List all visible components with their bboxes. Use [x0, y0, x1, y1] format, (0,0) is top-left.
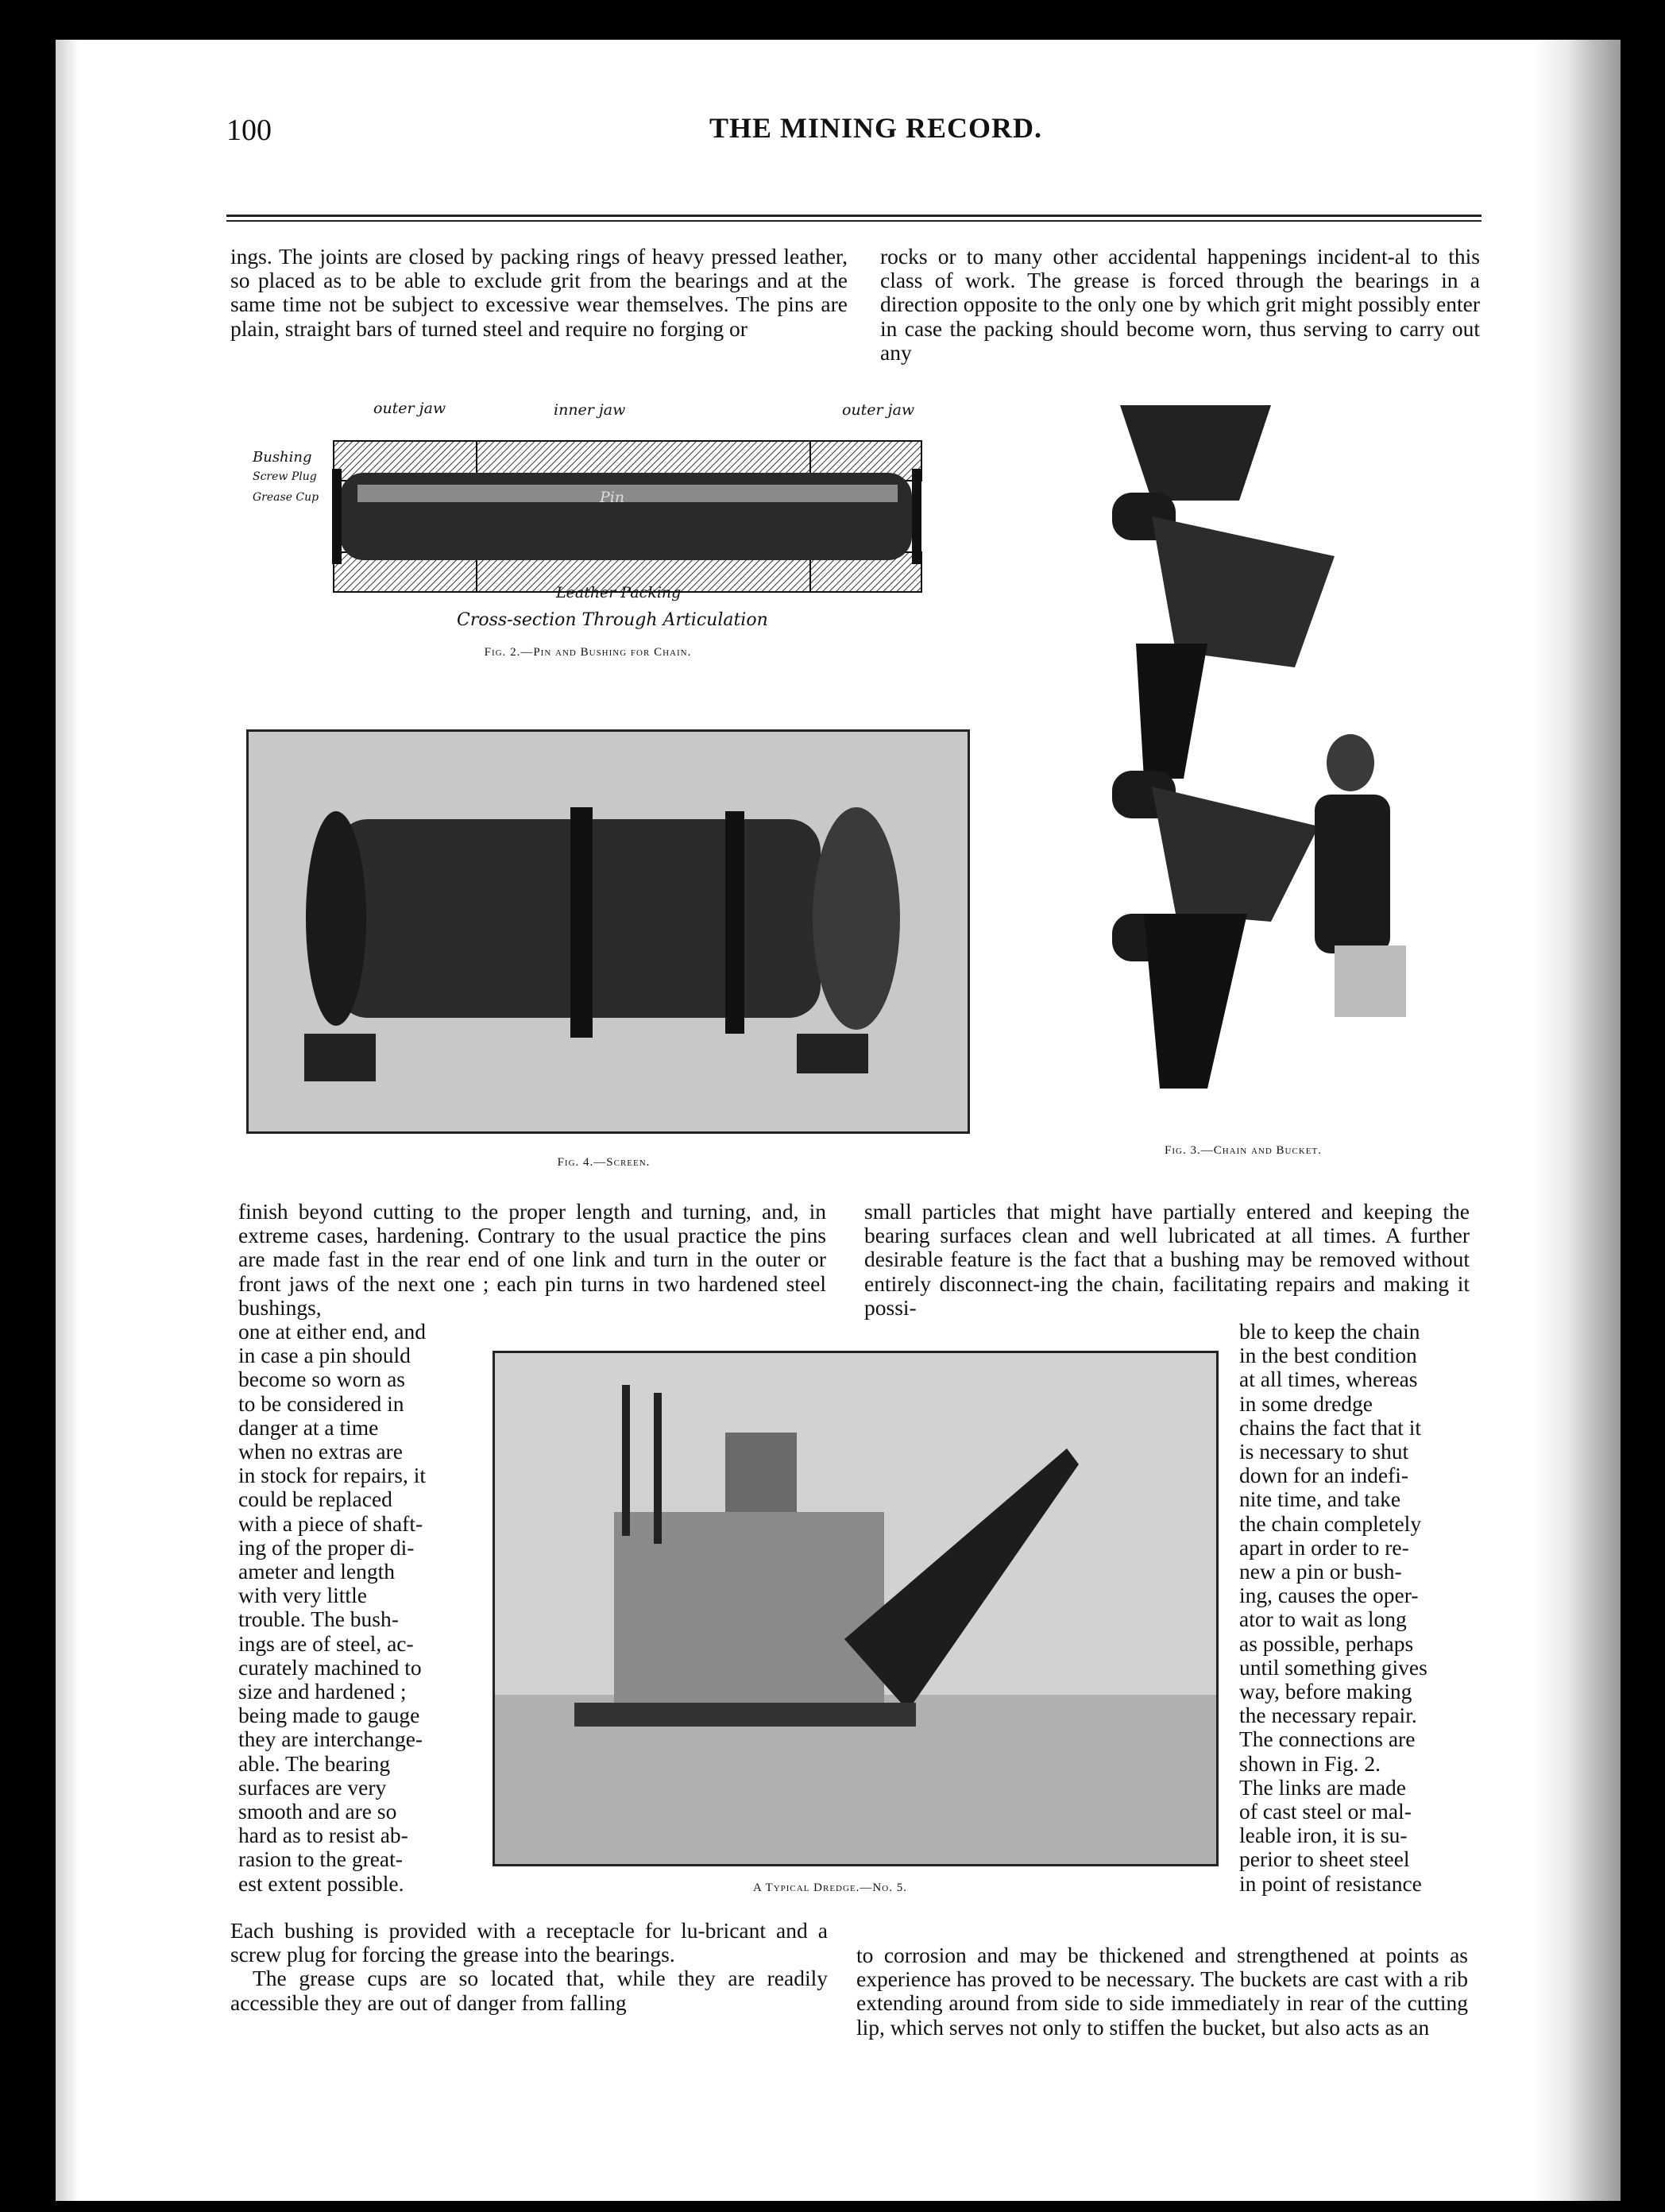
text-line: in stock for repairs, it [238, 1463, 426, 1488]
label-outer-jaw-right: outer jaw [842, 401, 915, 419]
bottom-left-column [230, 1919, 828, 2015]
text-line: when no extras are [238, 1439, 403, 1464]
text-line: hard as to resist ab- [238, 1823, 408, 1848]
figure-3-photo [1088, 405, 1485, 1120]
text-line: is necessary to shut [1239, 1439, 1409, 1464]
label-screw-plug: Screw Plug [253, 470, 317, 483]
top-right-column [880, 245, 1480, 365]
text-line: est extent possible. [238, 1870, 404, 1896]
page-number: 100 [226, 114, 272, 147]
text-line: become so worn as [238, 1367, 406, 1392]
figure-4-photo [246, 729, 970, 1134]
screen-cylinder-image [249, 732, 968, 1131]
text-line: size and hardened ; [238, 1679, 407, 1704]
text-line: ing, causes the oper- [1239, 1583, 1419, 1608]
text-line: new a pin or bush- [1239, 1559, 1402, 1584]
lower-left-column [238, 1200, 826, 1320]
chain-bucket-image [1088, 405, 1485, 1120]
paragraph: to corrosion and may be thickened and strengthened at points as experience has proved to be necessary. The buckets are cast with a rib extending around from side to side immediately in rear of the cutting lip, which serves not only to stiffen the bucket, but also acts as an [856, 1943, 1468, 2040]
lower-right-column [864, 1200, 1470, 1320]
text-line: nite time, and take [1239, 1487, 1401, 1512]
text-line: being made to gauge [238, 1703, 420, 1728]
dredge-image [495, 1353, 1216, 1864]
text-line: ing of the proper di- [238, 1534, 415, 1560]
label-grease-cup: Grease Cup [253, 491, 319, 504]
text-line: danger at a time [238, 1414, 379, 1440]
paragraph: finish beyond cutting to the proper length and turning, and, in extreme cases, hardening. Contrary to the usual practice the pins are made fast in the rear end of one link and turn in the outer or front jaws of the next one ; each pin turns in two hardened steel bushings, [238, 1199, 826, 1320]
narrow-right-column [1239, 1320, 1465, 1896]
text-line: The links are made [1239, 1774, 1406, 1800]
paragraph: The grease cups are so located that, while they are readily accessible they are out of danger from falling [230, 1966, 828, 2015]
paragraph: ings. The joints are closed by packing rings of heavy pressed leather, so placed as to be able to exclude grit from the bearings and at the same time not be subject to excessive wear themselves. The pins are plain, straight bars of turned steel and require no forging or [230, 244, 848, 341]
text-line: of cast steel or mal- [1239, 1799, 1412, 1824]
paragraph: rocks or to many other accidental happenings incident-al to this class of work. The grease is forced through the bearings in a direction opposite to the only one by which grit might possibly enter in case the packing should become worn, thus serving to carry out any [880, 244, 1480, 365]
header-rule-bottom [226, 220, 1482, 222]
label-bushing: Bushing [253, 449, 312, 466]
text-line: ator to wait as long [1239, 1607, 1407, 1632]
text-line: at all times, whereas [1239, 1367, 1418, 1392]
text-line: could be replaced [238, 1487, 392, 1512]
text-line: curately machined to [238, 1654, 422, 1680]
text-line: with very little [238, 1583, 367, 1608]
paragraph: small particles that might have partially entered and keeping the bearing surfaces clean and well lubricated at all times. A further desirable feature is the fact that a bushing may be removed without entirely disconnect-ing the chain, facilitating repairs and making it possi- [864, 1199, 1470, 1320]
text-line: until something gives [1239, 1654, 1427, 1680]
text-line: the necessary repair. [1239, 1703, 1417, 1728]
text-line: way, before making [1239, 1679, 1412, 1704]
text-line: chains the fact that it [1239, 1414, 1422, 1440]
label-pin: Pin [600, 489, 625, 506]
pin-bushing-diagram [238, 393, 985, 648]
top-left-column [230, 245, 848, 341]
narrow-left-column [238, 1320, 465, 1896]
text-line: apart in order to re- [1239, 1534, 1409, 1560]
header-rule-top [226, 215, 1482, 217]
paragraph: Each bushing is provided with a receptacle for lu-bricant and a screw plug for forcing the grease into the bearings. [230, 1918, 828, 1967]
text-line: perior to sheet steel [1239, 1847, 1410, 1872]
figure-2-drawing [238, 393, 985, 648]
text-line: they are interchange- [238, 1727, 423, 1752]
text-line: the chain completely [1239, 1510, 1422, 1536]
figure-4-caption: Fig. 4.—Screen. [557, 1156, 651, 1169]
text-line: as possible, perhaps [1239, 1630, 1414, 1656]
text-line: rasion to the great- [238, 1847, 403, 1872]
page-edge-shadow [56, 40, 79, 2201]
text-line: leable iron, it is su- [1239, 1823, 1408, 1848]
text-line: in some dredge [1239, 1390, 1373, 1416]
text-line: The connections are [1239, 1727, 1416, 1752]
text-line: to be considered in [238, 1390, 404, 1416]
text-line: smooth and are so [238, 1799, 397, 1824]
label-leather-packing: Leather Packing [556, 584, 682, 601]
text-line: trouble. The bush- [238, 1607, 399, 1632]
text-line: ings are of steel, ac- [238, 1630, 414, 1656]
text-line: one at either end, and [238, 1319, 426, 1344]
text-line: in case a pin should [238, 1343, 411, 1368]
figure-2-subtitle: Cross-section Through Articulation [457, 610, 768, 630]
text-line: ameter and length [238, 1559, 395, 1584]
text-line: shown in Fig. 2. [1239, 1750, 1381, 1776]
text-line: in point of resistance [1239, 1870, 1422, 1896]
text-line: down for an indefi- [1239, 1463, 1409, 1488]
label-inner-jaw: inner jaw [554, 401, 626, 419]
figure-3-caption: Fig. 3.—Chain and Bucket. [1165, 1144, 1322, 1157]
bottom-right-column [856, 1943, 1468, 2040]
text-line: with a piece of shaft- [238, 1510, 423, 1536]
text-line: in the best condition [1239, 1343, 1417, 1368]
label-outer-jaw-left: outer jaw [373, 400, 446, 417]
figure-5-caption: A Typical Dredge.—No. 5. [753, 1881, 907, 1894]
text-line: surfaces are very [238, 1774, 387, 1800]
figure-2-caption: Fig. 2.—Pin and Bushing for Chain. [484, 646, 692, 659]
page-edge-shadow-right [1533, 40, 1621, 2201]
running-head-title: THE MINING RECORD. [709, 112, 1043, 144]
text-line: able. The bearing [238, 1750, 391, 1776]
figure-5-photo [493, 1351, 1219, 1866]
text-line: ble to keep the chain [1239, 1319, 1420, 1344]
